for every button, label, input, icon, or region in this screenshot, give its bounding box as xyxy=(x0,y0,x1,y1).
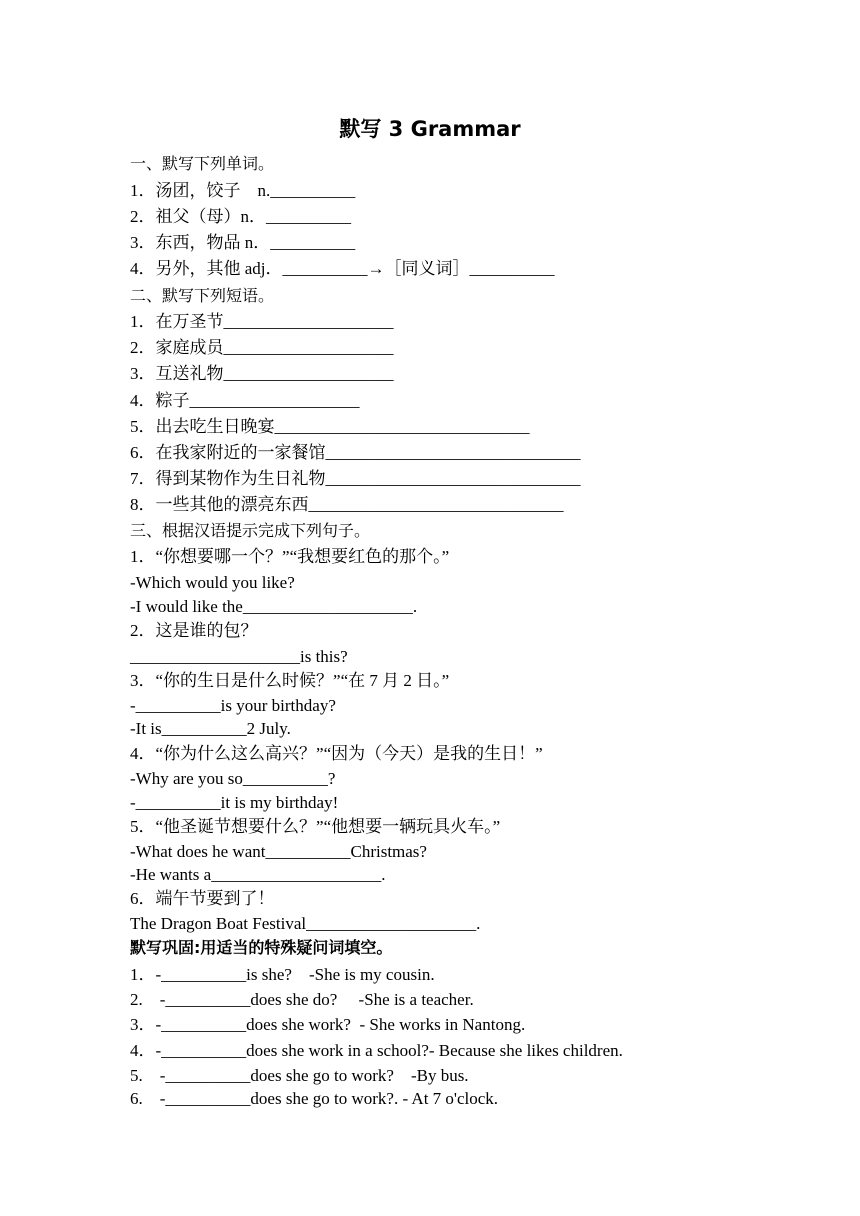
list-item: -He wants a____________________. xyxy=(130,865,386,884)
section-heading: 一、默写下列单词。 xyxy=(130,154,275,173)
section-heading: 二、默写下列短语。 xyxy=(130,286,275,305)
list-item: 4．另外，其他 adj．__________→［同义词］__________ xyxy=(130,259,555,278)
list-item: -Why are you so__________? xyxy=(130,769,336,788)
list-item: 4．-__________does she work in a school?- Because she likes children. xyxy=(130,1041,623,1060)
list-item: -__________it is my birthday! xyxy=(130,793,339,812)
list-item: 2．祖父（母）n．__________ xyxy=(130,207,351,226)
list-item: 3．-__________does she work? - She works in Nantong. xyxy=(130,1015,526,1034)
list-item: -I would like the____________________. xyxy=(130,597,418,616)
list-item: 3．东西，物品 n．__________ xyxy=(130,233,356,252)
list-item: 2. -__________does she do? -She is a teacher. xyxy=(130,990,474,1009)
list-item: 5．出去吃生日晚宴______________________________ xyxy=(130,417,530,436)
list-item: 1．汤团，饺子 n.__________ xyxy=(130,181,356,200)
section-heading: 三、根据汉语提示完成下列句子。 xyxy=(130,521,371,540)
list-item: 3．互送礼物____________________ xyxy=(130,364,394,383)
list-item: 6．在我家附近的一家餐馆______________________________ xyxy=(130,443,581,462)
list-item: ____________________is this? xyxy=(130,647,348,666)
list-item: -__________is your birthday? xyxy=(130,696,336,715)
list-item: 2．这是谁的包？ xyxy=(130,621,258,640)
list-item: -Which would you like? xyxy=(130,573,295,592)
list-item: 2．家庭成员____________________ xyxy=(130,338,394,357)
list-item: 3．“你的生日是什么时候？”“在 7 月 2 日。” xyxy=(130,671,450,690)
list-item: 8．一些其他的漂亮东西______________________________ xyxy=(130,495,564,514)
page-title: 默写 3 Grammar xyxy=(339,117,521,141)
list-item: 1．-__________is she? -She is my cousin. xyxy=(130,965,435,984)
list-item: -It is__________2 July. xyxy=(130,719,291,738)
list-item: 6. -__________does she go to work?. - At 7 o'clock. xyxy=(130,1089,499,1108)
list-item: 1．“你想要哪一个？”“我想要红色的那个。” xyxy=(130,547,450,566)
list-item: 5．“他圣诞节想要什么？”“他想要一辆玩具火车。” xyxy=(130,817,501,836)
list-item: -What does he want__________Christmas? xyxy=(130,842,427,861)
list-item: 6．端午节要到了！ xyxy=(130,889,275,908)
list-item: 4．粽子____________________ xyxy=(130,391,360,410)
list-item: The Dragon Boat Festival____________________. xyxy=(130,914,481,933)
list-item: 4．“你为什么这么高兴？”“因为（今天）是我的生日！” xyxy=(130,744,543,763)
list-item: 7．得到某物作为生日礼物______________________________ xyxy=(130,469,581,488)
list-item: 5. -__________does she go to work? -By bus. xyxy=(130,1066,469,1085)
list-item: 1．在万圣节____________________ xyxy=(130,312,394,331)
section-heading: 默写巩固:用适当的特殊疑问词填空。 xyxy=(130,938,393,957)
